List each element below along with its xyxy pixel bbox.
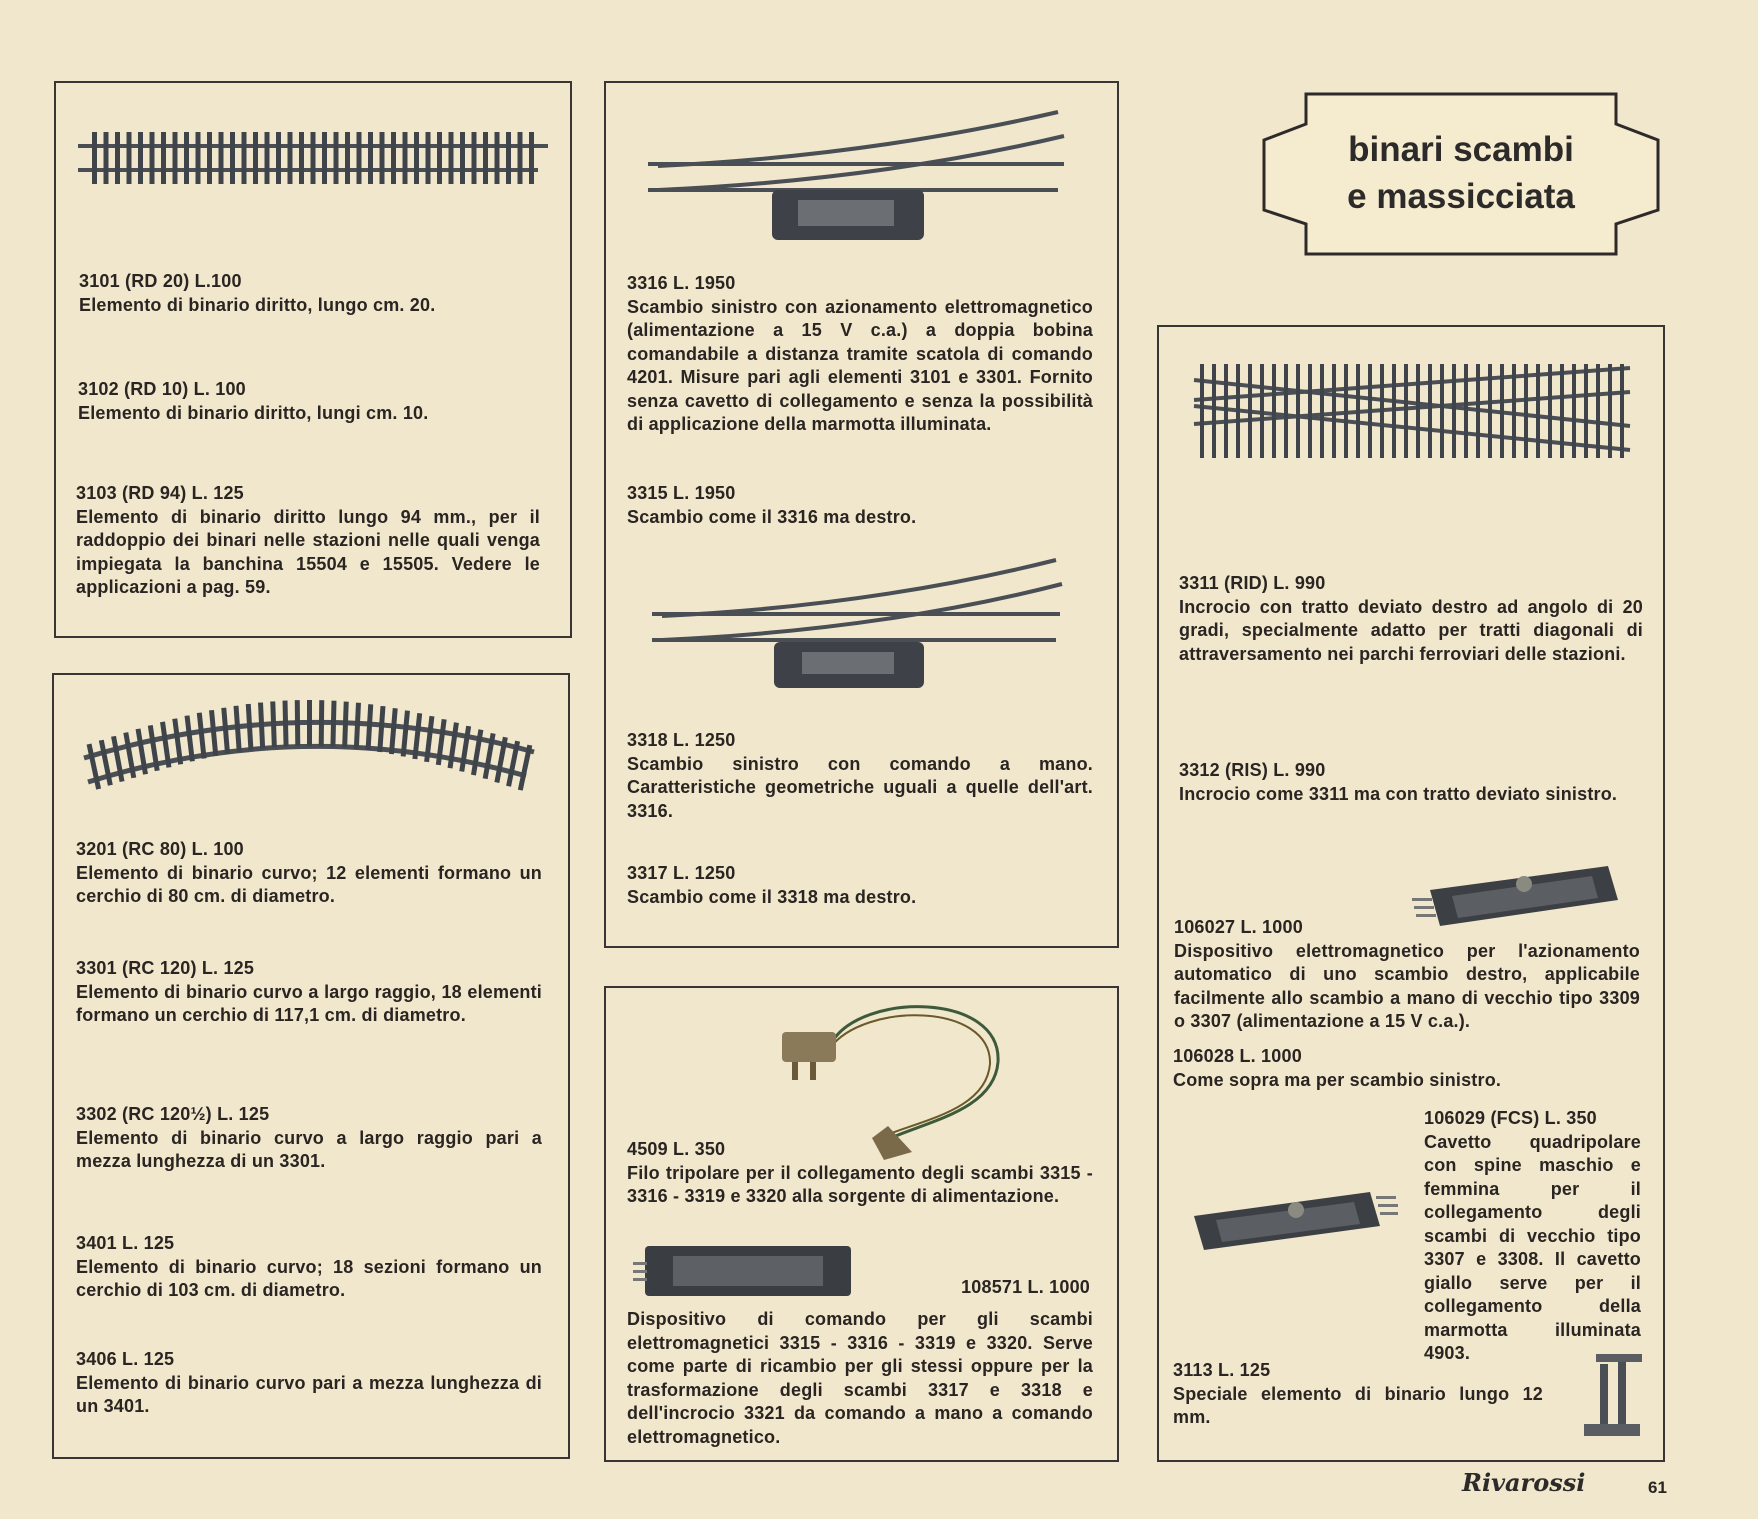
item-code: 108571 L. 1000 [961,1277,1090,1297]
item-code: 3406 L. 125 [76,1349,175,1369]
item-3406 [76,1348,542,1419]
item-description: Come sopra ma per scambio sinistro. [1173,1069,1502,1090]
item-3316 [627,272,1093,437]
item-description: Elemento di binario diritto, lungi cm. 10. [78,402,429,423]
item-description: Elemento di binario curvo pari a mezza lunghezza di un 3401. [76,1372,542,1416]
item-description: Scambio come il 3316 ma destro. [627,506,917,527]
item-4509 [627,1138,1093,1209]
item-description: Scambio come il 3318 ma destro. [627,886,917,907]
straight-track-image [78,124,548,190]
item-code: 3317 L. 1250 [627,863,736,883]
short-track-image [1578,1348,1648,1442]
item-code: 3315 L. 1950 [627,483,736,503]
item-3315 [627,482,1093,529]
curved-track-image [78,700,540,800]
item-description: Elemento di binario curvo a largo raggio pari a mezza lunghezza di un 3301. [76,1127,542,1171]
cable-connector-image [1190,1182,1398,1254]
item-108571-code [940,1276,1090,1300]
manual-turnout-image [652,556,1064,690]
item-code: 3101 (RD 20) L.100 [79,271,242,291]
page-title [1262,126,1660,220]
item-description: Speciale elemento di binario lungo 12 mm. [1173,1383,1543,1427]
item-description: Incrocio come 3311 ma con tratto deviato sinistro. [1179,783,1618,804]
item-code: 3201 (RC 80) L. 100 [76,839,244,859]
brand-logo: Rivarossi [1462,1468,1586,1497]
item-3101 [79,270,499,317]
item-3302 [76,1103,542,1174]
item-code: 106027 L. 1000 [1174,917,1303,937]
item-code: 106029 (FCS) L. 350 [1424,1108,1597,1128]
item-code: 3311 (RID) L. 990 [1179,573,1326,593]
item-106028 [1173,1045,1639,1092]
item-code: 3312 (RIS) L. 990 [1179,760,1326,780]
item-3201 [76,838,542,909]
item-code: 3401 L. 125 [76,1233,175,1253]
item-description: Elemento di binario curvo; 12 elementi formano un cerchio di 80 cm. di diametro. [76,862,542,906]
section-title-box [1262,92,1660,256]
item-3102 [78,378,498,425]
crossing-image [1184,350,1640,468]
item-code: 3103 (RD 94) L. 125 [76,483,244,503]
item-description: Elemento di binario diritto, lungo cm. 20. [79,294,436,315]
item-description: Incrocio con tratto deviato destro ad angolo di 20 gradi, specialmente adatto per tratti diagonali di attraversamento nei parchi ferroviari delle stazioni. [1179,596,1643,664]
item-108571 [627,1308,1093,1449]
title-line-2: e massicciata [1347,177,1575,216]
item-description: Elemento di binario curvo a largo raggio, 18 elementi formano un cerchio di 117,1 cm. di diametro. [76,981,542,1025]
item-3301 [76,957,542,1028]
item-3312 [1179,759,1643,806]
item-description: Elemento di binario curvo; 18 sezioni formano un cerchio di 103 cm. di diametro. [76,1256,542,1300]
item-code: 3301 (RC 120) L. 125 [76,958,255,978]
item-description: Filo tripolare per il collegamento degli scambi 3315 - 3316 - 3319 e 3320 alla sorgente di alimentazione. [627,1162,1093,1206]
item-code: 3318 L. 1250 [627,730,736,750]
item-description: Scambio sinistro con azionamento elettromagnetico (alimentazione a 15 V c.a.) a doppia bobina comandabile a distanza tramite scatola di comando 4201. Misure pari agli elementi 3101 e 3301. Fornito senza cavetto di collegamento e senza la possibilità di applicazione della marmotta illuminata. [627,296,1093,434]
item-code: 3102 (RD 10) L. 100 [78,379,246,399]
title-line-1: binari scambi [1348,130,1574,169]
item-code: 3113 L. 125 [1173,1360,1271,1380]
item-description: Dispositivo di comando per gli scambi elettromagnetici 3315 - 3316 - 3319 e 3320. Serve come parte di ricambio per gli stessi oppure per la trasformazione degli scambi 3317 e 3318 e dell'incrocio 3321 da comando a mano a comando elettromagnetico. [627,1309,1093,1447]
item-3311 [1179,572,1643,666]
item-code: 4509 L. 350 [627,1139,726,1159]
item-description: Elemento di binario diritto lungo 94 mm., per il raddoppio dei binari nelle stazioni nelle quali venga impiegata la banchina 15504 e 15505. Vedere le applicazioni a pag. 59. [76,506,540,597]
page-number: 61 [1648,1478,1667,1497]
item-code: 3302 (RC 120½) L. 125 [76,1104,270,1124]
item-3401 [76,1232,542,1303]
item-code: 106028 L. 1000 [1173,1046,1302,1066]
control-device-image [633,1242,855,1302]
item-code: 3316 L. 1950 [627,273,736,293]
item-3318 [627,729,1093,823]
electric-turnout-image [648,106,1068,242]
item-description: Scambio sinistro con comando a mano. Caratteristiche geometriche uguali a quelle dell'art. 3316. [627,753,1093,821]
item-description: Cavetto quadripolare con spine maschio e femmina per il collegamento degli scambi di vecchio tipo 3307 e 3308. Il cavetto giallo serve per il collegamento della marmotta illuminata 4903. [1424,1131,1641,1363]
item-3113 [1173,1359,1543,1430]
item-106027 [1174,916,1640,1034]
item-3103 [76,482,540,600]
item-3317 [627,862,1093,909]
item-106029 [1424,1107,1641,1366]
item-description: Dispositivo elettromagnetico per l'azionamento automatico di uno scambio destro, applicabile facilmente allo scambio a mano di vecchio tipo 3309 o 3307 (alimentazione a 15 V c.a.). [1174,940,1640,1031]
